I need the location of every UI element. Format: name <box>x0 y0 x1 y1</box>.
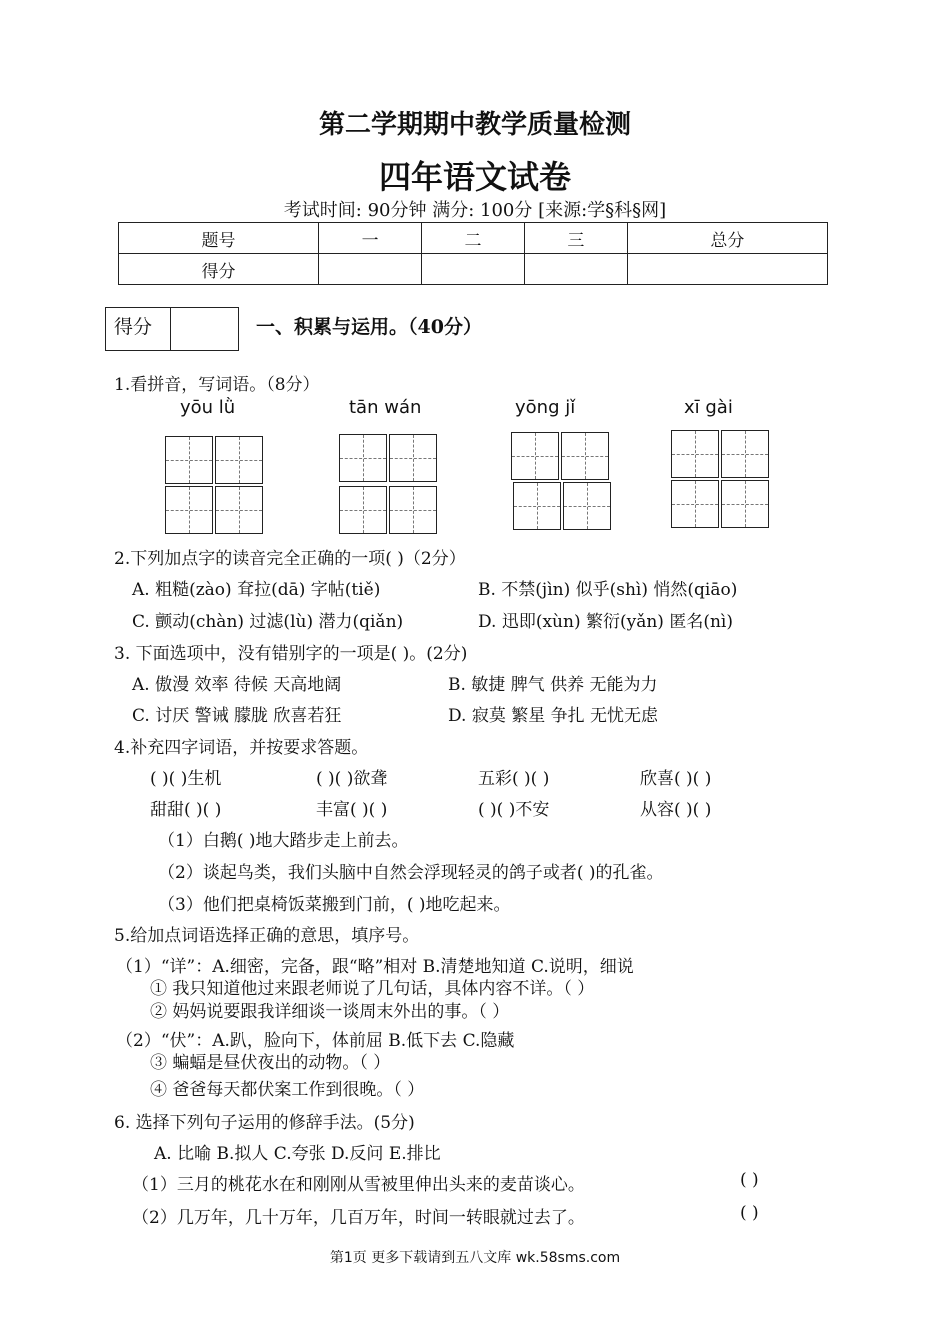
score-table-score-row <box>119 254 828 285</box>
section-score-divider <box>170 308 171 350</box>
score-cell[interactable] <box>627 254 827 285</box>
option-3d: D. 寂莫 繁星 争扎 无忧无虑 <box>448 706 659 726</box>
idiom-blank: ( )( )不安 <box>478 800 550 820</box>
section-score-label: 得分 <box>114 316 153 338</box>
sentence-5-1: ① 我只知道他过来跟老师说了几句话，具体内容不详。（ ） <box>150 979 595 999</box>
question-1: 1.看拼音，写词语。（8分） <box>114 375 320 395</box>
pinyin-1: yōu lǜ <box>180 397 236 418</box>
word-meaning-2: （2）“伏”：A.趴，脸向下，体前屈 B.低下去 C.隐藏 <box>116 1031 515 1051</box>
writing-cell[interactable] <box>561 432 609 480</box>
idiom-blank: 从容( )( ) <box>640 800 712 820</box>
score-table-header-row <box>119 223 828 254</box>
sentence-5-2: ② 妈妈说要跟我详细谈一谈周末外出的事。（ ） <box>150 1002 510 1022</box>
writing-cell[interactable] <box>165 486 213 534</box>
score-row-label: 得分 <box>119 254 319 285</box>
writing-cell[interactable] <box>165 436 213 484</box>
pinyin-4: xī gài <box>684 397 733 418</box>
sentence-5-3: ③ 蝙蝠是昼伏夜出的动物。（ ） <box>150 1053 391 1073</box>
pinyin-2: tān wán <box>349 397 422 418</box>
writing-cell[interactable] <box>721 480 769 528</box>
idiom-blank: 五彩( )( ) <box>478 769 550 789</box>
question-4: 4.补充四字词语，并按要求答题。 <box>114 738 369 758</box>
writing-cell[interactable] <box>513 482 561 530</box>
answer-paren[interactable]: ( ) <box>740 1170 759 1190</box>
exam-title: 第二学期期中教学质量检测 <box>318 110 631 140</box>
writing-cell[interactable] <box>389 486 437 534</box>
score-table-header: 题号 <box>119 223 319 254</box>
option-2a: A. 粗糙(zào) 耷拉(dā) 字帖(tiě) <box>132 580 381 600</box>
score-cell[interactable] <box>524 254 627 285</box>
question-6: 6. 选择下列句子运用的修辞手法。(5分) <box>114 1113 415 1133</box>
writing-cell[interactable] <box>563 482 611 530</box>
option-2b: B. 不禁(jìn) 似乎(shì) 悄然(qiāo) <box>478 580 738 600</box>
sentence-4-2: （2）谈起鸟类，我们头脑中自然会浮现轻灵的鸽子或者( )的孔雀。 <box>158 863 664 883</box>
writing-cell[interactable] <box>339 486 387 534</box>
word-meaning-1: （1）“详”：A.细密，完备，跟“略”相对 B.清楚地知道 C.说明，细说 <box>116 957 634 977</box>
score-table-header: 二 <box>422 223 525 254</box>
option-3a: A. 傲漫 效率 待候 天高地阔 <box>132 675 342 695</box>
page-footer: 第1页 更多下载请到五八文库 wk.58sms.com <box>329 1250 621 1266</box>
score-table-header: 三 <box>524 223 627 254</box>
writing-cell[interactable] <box>671 480 719 528</box>
score-table-header: 一 <box>319 223 422 254</box>
sentence-4-3: （3）他们把桌椅饭菜搬到门前，( )地吃起来。 <box>158 895 511 915</box>
question-3: 3. 下面选项中，没有错别字的一项是( )。(2分) <box>114 644 468 664</box>
writing-cell[interactable] <box>671 430 719 478</box>
rhetoric-options: A. 比喻 B.拟人 C.夸张 D.反问 E.排比 <box>154 1144 441 1164</box>
exam-subtitle: 四年语文试卷 <box>378 158 571 196</box>
sentence-4-1: （1）白鹅( )地大踏步走上前去。 <box>158 831 409 851</box>
writing-cell[interactable] <box>511 432 559 480</box>
option-3c: C. 讨厌 警诫 朦胧 欣喜若狂 <box>132 706 342 726</box>
question-5: 5.给加点词语选择正确的意思，填序号。 <box>114 926 420 946</box>
writing-cell[interactable] <box>389 434 437 482</box>
idiom-blank: 丰富( )( ) <box>316 800 388 820</box>
idiom-blank: ( )( )欲聋 <box>316 769 388 789</box>
exam-info: 考试时间: 90分钟 满分: 100分 [来源:学§科§网] <box>283 200 667 221</box>
score-table <box>118 222 828 285</box>
pinyin-3: yōng jǐ <box>515 397 576 418</box>
writing-cell[interactable] <box>721 430 769 478</box>
writing-cell[interactable] <box>215 436 263 484</box>
score-cell[interactable] <box>422 254 525 285</box>
section-score-box <box>105 307 239 351</box>
option-2c: C. 颤动(chàn) 过滤(lù) 潜力(qiǎn) <box>132 612 404 632</box>
writing-cell[interactable] <box>339 434 387 482</box>
idiom-blank: ( )( )生机 <box>150 769 222 789</box>
section-title: 一、积累与运用。（40分） <box>256 316 482 338</box>
option-2d: D. 迅即(xùn) 繁衍(yǎn) 匿名(nì) <box>478 612 733 632</box>
option-3b: B. 敏捷 脾气 供养 无能为力 <box>448 675 658 695</box>
answer-paren[interactable]: ( ) <box>740 1203 759 1223</box>
idiom-blank: 甜甜( )( ) <box>150 800 222 820</box>
sentence-6-2: （2）几万年，几十万年，几百万年，时间一转眼就过去了。 <box>132 1208 585 1228</box>
idiom-blank: 欣喜( )( ) <box>640 769 712 789</box>
sentence-6-1: （1）三月的桃花水在和刚刚从雪被里伸出头来的麦苗谈心。 <box>132 1175 585 1195</box>
question-2: 2.下列加点字的读音完全正确的一项( )（2分） <box>114 549 466 569</box>
score-cell[interactable] <box>319 254 422 285</box>
sentence-5-4: ④ 爸爸每天都伏案工作到很晚。（ ） <box>150 1080 425 1100</box>
writing-cell[interactable] <box>215 486 263 534</box>
score-table-header: 总分 <box>627 223 827 254</box>
